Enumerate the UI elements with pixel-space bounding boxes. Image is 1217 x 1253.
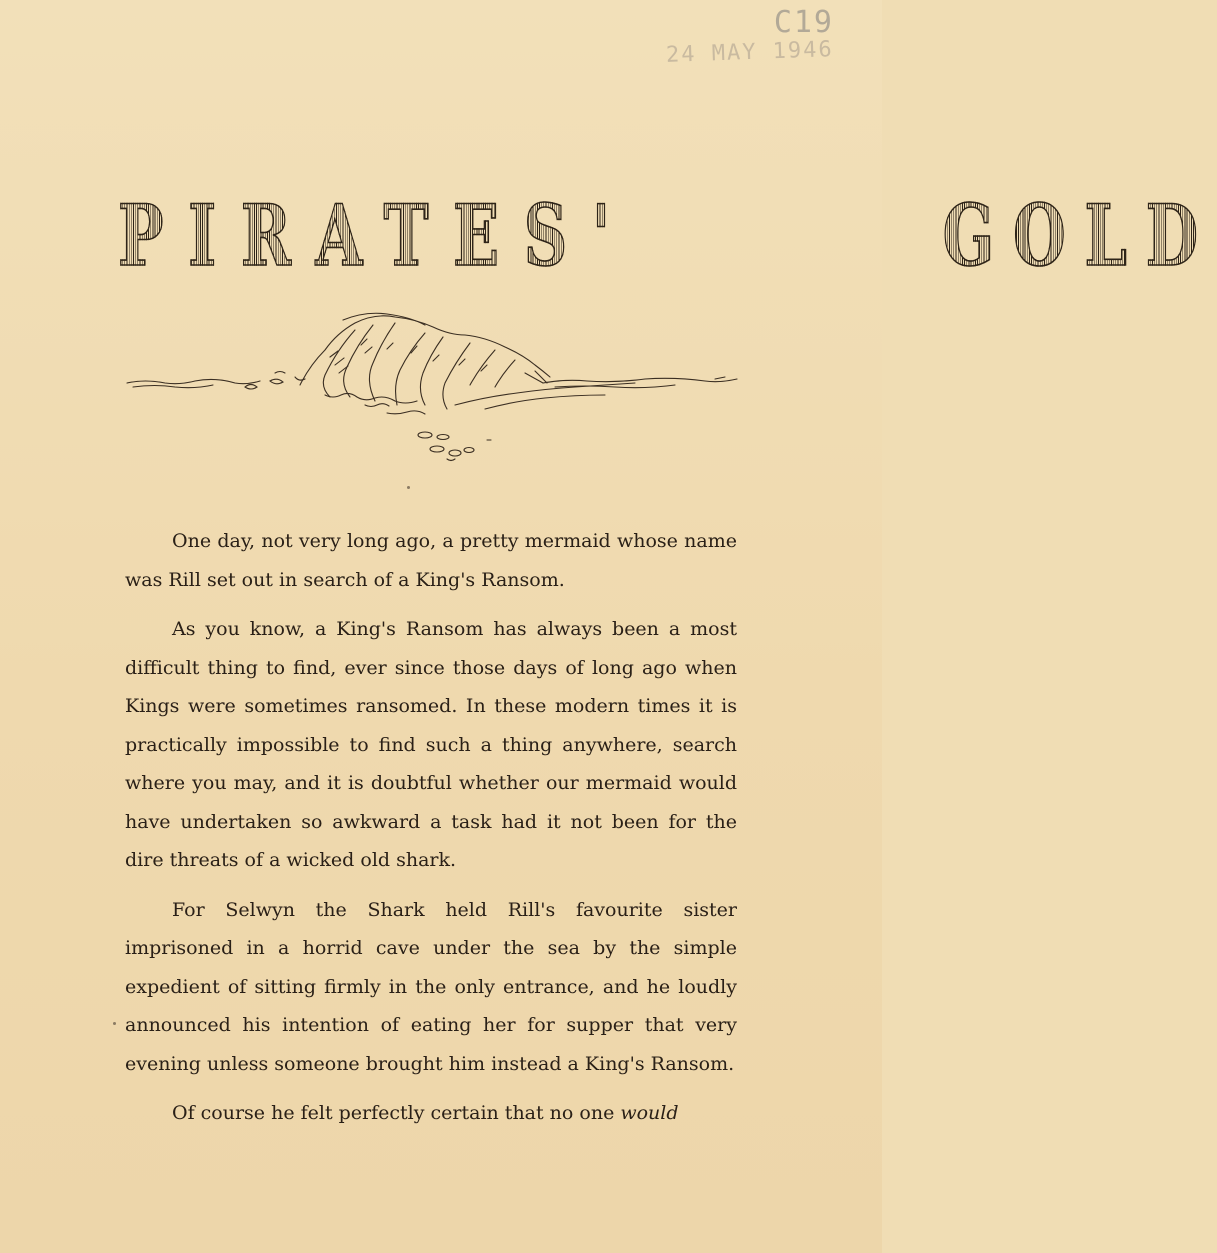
paragraph-1: One day, not very long ago, a pretty mermaid whose name was Rill set out in search of a King's Ransom.: [125, 530, 737, 591]
paragraph-4: [125, 1094, 737, 1133]
title-word-gold: GOLD: [942, 186, 1217, 285]
paragraph-2: As you know, a King's Ransom has always been a most difficult thing to find, ever since those days of long ago when Kings were sometimes ransomed. In these modern times it is practically impossible to find such a thing anywhere, search where you may, and it is doubtful whether our mermaid would have undertaken so awkward a task had it not been for the dire threats of a wicked old shark.: [125, 618, 737, 871]
rock-and-sea-icon: [125, 305, 740, 470]
paper-speck: [407, 486, 410, 489]
paragraph-4-text: Of course he felt perfectly certain that no one: [172, 1102, 621, 1124]
paper-speck: [113, 1022, 116, 1025]
title-word-pirates: PIRATES': [118, 186, 635, 285]
paragraph-3: For Selwyn the Shark held Rill's favourite sister imprisoned in a horrid cave under the sea by the simple expedient of sitting firmly in the only entrance, and he loudly announced his intention of eating her for supper that very evening unless someone brought him instead a King's Ransom.: [125, 898, 737, 1075]
page-title: [118, 186, 1217, 285]
library-stamp: [666, 6, 834, 66]
paragraph-4-italic: would: [620, 1102, 679, 1124]
stamp-date: 24 MAY 1946: [665, 37, 835, 68]
stamp-number: C19: [773, 5, 834, 40]
story-text: [125, 522, 737, 1144]
